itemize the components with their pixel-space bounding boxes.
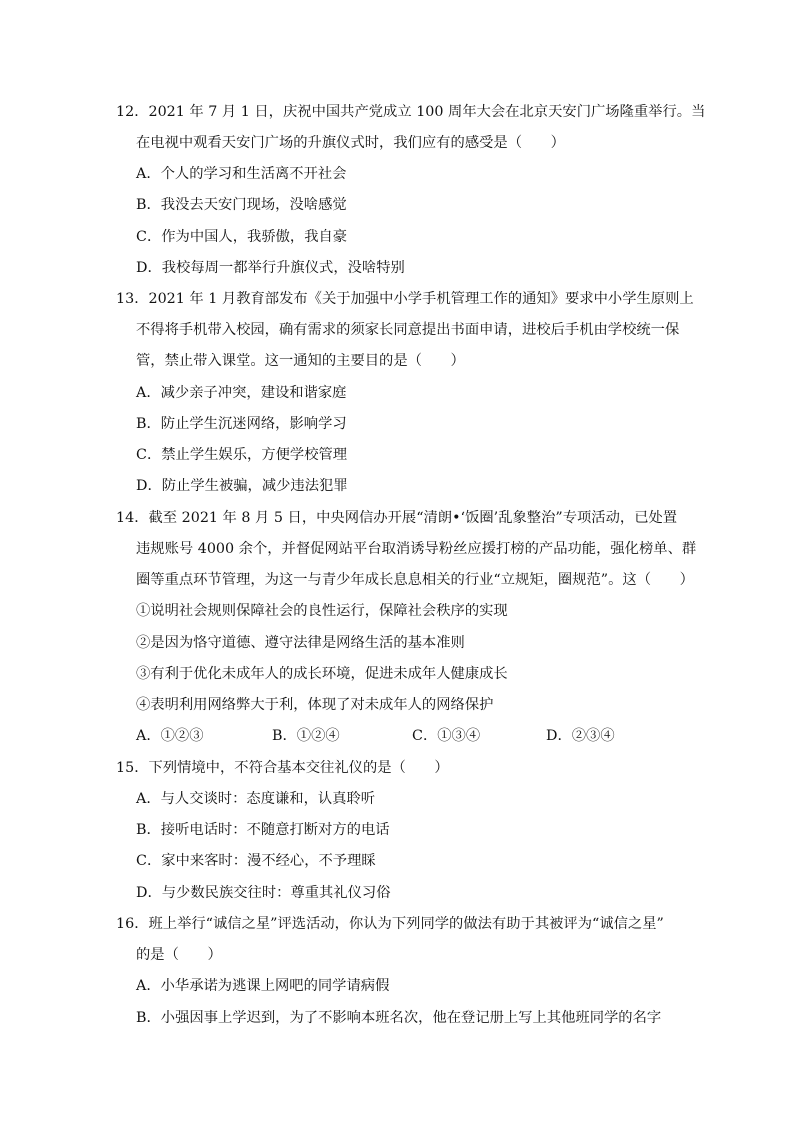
option-c: C．禁止学生娱乐，方便学校管理 bbox=[136, 447, 348, 463]
question-stem: 圈等重点环节管理，为这一与青少年成长息息相关的行业“立规矩，圈规范”。这（ ） bbox=[136, 572, 694, 588]
question-stem: 的是（ ） bbox=[136, 947, 222, 963]
question-stem: 管，禁止带入课堂。这一通知的主要目的是（ ） bbox=[136, 353, 465, 369]
question-stem: 15．下列情境中，不符合基本交往礼仪的是（ ） bbox=[116, 760, 449, 776]
option-a: A．减少亲子冲突，建设和谐家庭 bbox=[136, 385, 347, 401]
option-b: B．接听电话时：不随意打断对方的电话 bbox=[136, 822, 390, 838]
question-stem: 在电视中观看天安门广场的升旗仪式时，我们应有的感受是（ ） bbox=[136, 135, 565, 151]
question-stem: 违规账号 4000 余个，并督促网站平台取消诱导粉丝应援打榜的产品功能，强化榜单、群 bbox=[136, 541, 697, 557]
question-stem: 不得将手机带入校园，确有需求的须家长同意提出书面申请，进校后手机由学校统一保 bbox=[136, 322, 680, 338]
option-c: C．①③④ bbox=[412, 728, 481, 744]
question-stem: 16．班上举行“诚信之星”评选活动，你认为下列同学的做法有助于其被评为“诚信之星” bbox=[116, 916, 664, 932]
statement-4: ④表明利用网络弊大于利，体现了对未成年人的网络保护 bbox=[136, 697, 494, 713]
option-b: B．①②④ bbox=[272, 728, 340, 744]
option-d: D．我校每周一都举行升旗仪式，没啥特别 bbox=[136, 260, 405, 276]
option-a: A．①②③ bbox=[136, 728, 204, 744]
option-a: A．与人交谈时：态度谦和，认真聆听 bbox=[136, 791, 376, 807]
question-stem: 12．2021 年 7 月 1 日，庆祝中国共产党成立 100 周年大会在北京天安门广场隆重举行。当 bbox=[116, 104, 706, 120]
question-stem: 13．2021 年 1 月教育部发布《关于加强中小学手机管理工作的通知》要求中小学生原则上 bbox=[116, 291, 694, 307]
option-d: D．②③④ bbox=[546, 728, 615, 744]
question-stem: 14．截至 2021 年 8 月 5 日，中央网信办开展“清朗•‘饭圈’乱象整治”专项活动，已处置 bbox=[116, 510, 678, 526]
option-b: B．小强因事上学迟到，为了不影响本班名次，他在登记册上写上其他班同学的名字 bbox=[136, 1010, 662, 1026]
option-a: A．小华承诺为逃课上网吧的同学请病假 bbox=[136, 978, 390, 994]
option-c: C．作为中国人，我骄傲，我自豪 bbox=[136, 229, 348, 245]
option-a: A．个人的学习和生活离不开社会 bbox=[136, 166, 347, 182]
statement-2: ②是因为恪守道德、遵守法律是网络生活的基本准则 bbox=[136, 635, 465, 651]
inline-options-row bbox=[0, 726, 794, 746]
option-c: C．家中来客时：漫不经心，不予理睬 bbox=[136, 853, 376, 869]
statement-3: ③有利于优化未成年人的成长环境，促进未成年人健康成长 bbox=[136, 666, 508, 682]
option-d: D．防止学生被骗，减少违法犯罪 bbox=[136, 478, 348, 494]
option-b: B．我没去天安门现场，没啥感觉 bbox=[136, 197, 347, 213]
statement-1: ①说明社会规则保障社会的良性运行，保障社会秩序的实现 bbox=[136, 603, 508, 619]
option-b: B．防止学生沉迷网络，影响学习 bbox=[136, 416, 347, 432]
option-d: D．与少数民族交往时：尊重其礼仪习俗 bbox=[136, 885, 391, 901]
